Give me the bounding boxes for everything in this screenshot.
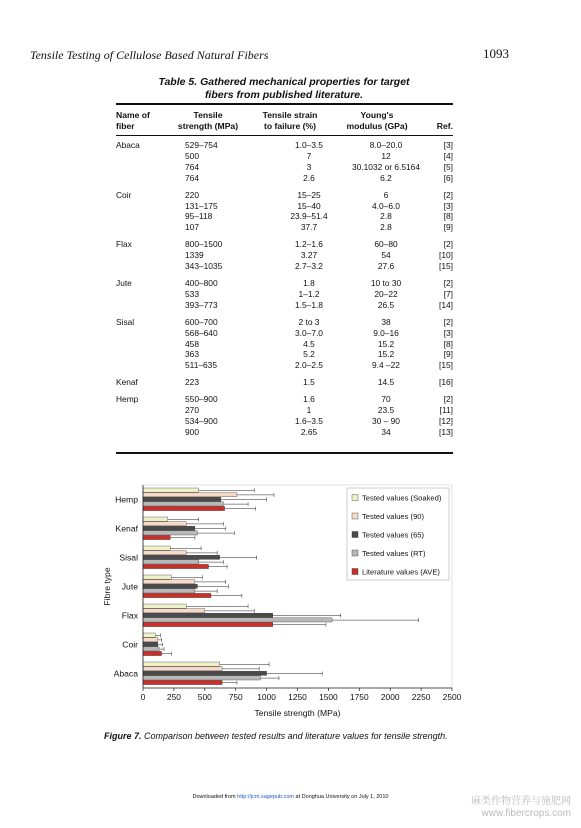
y-tick-label: Kenaf <box>115 523 138 534</box>
bar <box>143 488 199 492</box>
legend-label: Tested values (RT) <box>362 549 426 558</box>
watermark-line1: 麻类作物营养与施肥网 <box>471 796 571 807</box>
ref-cell: [12] <box>439 415 453 426</box>
legend-swatch <box>352 569 358 575</box>
strain-cell: 1.0–3.5 <box>295 140 323 150</box>
modulus-cell: 30.1032 or 6.5164 <box>352 161 420 172</box>
ref-cell: [16] <box>439 377 453 388</box>
strength-cell: 1339 <box>185 250 204 261</box>
figure-caption-label: Figure 7. <box>104 731 142 741</box>
legend-label: Tested values (Soaked) <box>362 493 442 503</box>
ref-cell: [6] <box>443 172 453 183</box>
strain-cell: 1.6 <box>303 394 315 405</box>
strength-cell: 900 <box>185 426 199 437</box>
bar <box>143 676 260 680</box>
strength-cell: 343–1035 <box>185 261 223 272</box>
strength-cell: 500 <box>185 150 199 161</box>
figure-caption <box>104 731 448 741</box>
ref-cell: [15] <box>439 360 453 371</box>
bar <box>143 526 195 530</box>
bar <box>143 593 211 597</box>
bar <box>143 575 171 579</box>
bar <box>143 555 220 559</box>
ref-cell: [2] <box>443 189 453 200</box>
bar <box>143 622 273 626</box>
footer-suffix: at Donghua University on July 1, 2010 <box>294 794 389 800</box>
bar <box>143 613 273 617</box>
fiber-name-cell: Kenaf <box>116 377 138 388</box>
strength-cell: 550–900 <box>185 394 218 405</box>
bar <box>143 618 332 622</box>
bar <box>143 638 158 642</box>
strength-cell: 568–640 <box>185 327 218 338</box>
ref-cell: [2] <box>443 277 453 288</box>
strain-cell: 2 to 3 <box>298 316 320 327</box>
table-caption-line2: fibers from published literature. <box>204 89 364 101</box>
modulus-cell: 27.6 <box>377 261 395 272</box>
strength-cell: 534–900 <box>185 415 218 426</box>
y-tick-label: Jute <box>121 581 138 592</box>
bar <box>143 580 195 584</box>
ref-cell: [9] <box>443 349 453 360</box>
col-header-modulus-l2: modulus (GPa) <box>346 121 408 131</box>
ref-cell: [3] <box>443 327 453 338</box>
x-tick-label: 500 <box>197 692 212 702</box>
bar <box>143 667 222 671</box>
bar <box>143 642 158 646</box>
strength-cell: 400–800 <box>185 277 218 288</box>
bar <box>143 584 197 588</box>
y-tick-label: Flax <box>121 610 138 621</box>
modulus-cell: 12 <box>381 150 391 161</box>
strain-cell: 1.6–3.5 <box>295 415 323 426</box>
strength-cell: 95–118 <box>185 211 213 222</box>
legend-swatch <box>352 550 358 556</box>
legend-label: Tested values (90) <box>362 512 425 521</box>
strength-cell: 458 <box>185 338 199 349</box>
page-number: 1093 <box>483 46 509 61</box>
bar <box>143 551 186 555</box>
y-axis-label: Fibre type <box>102 567 112 606</box>
ref-cell: [3] <box>443 140 453 150</box>
bar <box>143 609 205 613</box>
bar <box>143 522 186 526</box>
strength-cell: 600–700 <box>185 316 218 327</box>
modulus-cell: 70 <box>381 394 391 405</box>
ref-cell: [14] <box>439 299 453 310</box>
bar <box>143 651 162 655</box>
ref-cell: [3] <box>443 200 453 211</box>
col-header-ref: Ref. <box>436 121 453 131</box>
modulus-cell: 60–80 <box>374 239 398 250</box>
modulus-cell: 8.0–20.0 <box>369 140 403 150</box>
strength-cell: 511–635 <box>185 360 217 371</box>
strain-cell: 1.2–1.6 <box>295 239 323 250</box>
ref-cell: [2] <box>443 239 453 250</box>
modulus-cell: 6 <box>383 189 389 200</box>
modulus-cell: 23.5 <box>377 405 395 416</box>
footer-link[interactable]: http://jcm.sagepub.com <box>237 794 295 800</box>
strain-cell: 5.2 <box>303 349 315 360</box>
bar <box>143 497 221 501</box>
strength-cell: 764 <box>185 172 199 183</box>
ref-cell: [2] <box>443 316 453 327</box>
strain-cell: 7 <box>306 150 312 161</box>
strength-cell: 764 <box>185 161 199 172</box>
strength-cell: 131–175 <box>185 200 218 211</box>
col-header-strength-l2: strength (MPa) <box>177 121 239 131</box>
x-tick-label: 750 <box>228 692 243 702</box>
strain-cell: 1–1.2 <box>298 288 320 299</box>
ref-cell: [2] <box>443 394 453 405</box>
fiber-name-cell: Abaca <box>116 140 140 150</box>
bar <box>143 633 155 637</box>
x-tick-label: 2250 <box>411 692 431 702</box>
strength-cell: 393–773 <box>185 299 218 310</box>
bar <box>143 564 209 568</box>
strain-cell: 23.9–51.4 <box>290 211 328 222</box>
bar <box>143 680 222 684</box>
legend-swatch <box>352 532 358 538</box>
col-header-fiber-l1: Name of <box>116 110 150 120</box>
modulus-cell: 54 <box>381 250 391 261</box>
strain-cell: 1 <box>306 405 312 416</box>
strain-cell: 2.65 <box>300 426 318 437</box>
x-axis-label: Tensile strength (MPa) <box>254 708 341 718</box>
modulus-cell: 26.5 <box>377 299 395 310</box>
modulus-cell: 9.4 –22 <box>372 360 400 371</box>
col-header-fiber-l2: fiber <box>116 121 135 131</box>
x-tick-label: 2500 <box>442 692 462 702</box>
modulus-cell: 6.2 <box>380 172 392 183</box>
strain-cell: 1.8 <box>303 277 315 288</box>
strain-cell: 37.7 <box>300 222 318 233</box>
modulus-cell: 15.2 <box>377 338 395 349</box>
running-title: Tensile Testing of Cellulose Based Natural Fibers <box>30 48 269 62</box>
modulus-cell: 2.8 <box>380 211 392 222</box>
x-tick-label: 250 <box>166 692 181 702</box>
modulus-cell: 34 <box>381 426 391 437</box>
modulus-cell: 30 – 90 <box>372 415 400 426</box>
modulus-cell: 38 <box>381 316 391 327</box>
ref-cell: [13] <box>439 426 453 437</box>
legend-label: Tested values (65) <box>362 530 425 540</box>
modulus-cell: 4.0–6.0 <box>372 200 400 211</box>
bar <box>143 589 195 593</box>
strength-cell: 529–754 <box>185 140 218 150</box>
x-tick-label: 1750 <box>349 692 369 702</box>
bar <box>143 502 223 506</box>
strain-cell: 3.27 <box>300 250 318 261</box>
y-tick-label: Sisal <box>119 552 138 563</box>
bar <box>143 647 159 651</box>
figure-caption-text: Comparison between tested results and literature values for tensile strength. <box>141 731 448 741</box>
strain-cell: 15–25 <box>297 189 321 200</box>
ref-cell: [4] <box>443 150 453 161</box>
bar <box>143 531 197 535</box>
strain-cell: 2.6 <box>303 172 315 183</box>
x-tick-label: 2000 <box>380 692 400 702</box>
legend-swatch <box>352 513 358 519</box>
col-header-strain-l2: to failure (%) <box>263 121 317 131</box>
strength-cell: 223 <box>185 377 199 388</box>
bar <box>143 671 267 675</box>
bar <box>143 604 186 608</box>
fiber-name-cell: Jute <box>116 277 132 288</box>
ref-cell: [8] <box>443 338 453 349</box>
col-header-modulus-l1: Young's <box>360 110 394 120</box>
bar <box>143 535 170 539</box>
y-tick-label: Abaca <box>113 668 138 679</box>
strain-cell: 1.5–1.8 <box>295 299 323 310</box>
x-tick-label: 1000 <box>257 692 276 702</box>
bar <box>143 493 237 497</box>
ref-cell: [15] <box>439 261 453 272</box>
strain-cell: 4.5 <box>303 338 315 349</box>
fiber-name-cell: Sisal <box>116 316 135 327</box>
ref-cell: [9] <box>443 222 453 233</box>
bar <box>143 560 199 564</box>
y-tick-label: Hemp <box>115 494 138 505</box>
strain-cell: 2.0–2.5 <box>295 360 323 371</box>
x-tick-label: 1500 <box>319 692 338 702</box>
modulus-cell: 2.8 <box>380 222 392 233</box>
strength-cell: 533 <box>185 288 199 299</box>
strain-cell: 15–40 <box>297 200 321 211</box>
ref-cell: [5] <box>443 161 453 172</box>
y-tick-label: Coir <box>122 639 138 650</box>
modulus-cell: 9.0–16 <box>373 327 399 338</box>
watermark <box>471 796 571 820</box>
table-caption-line1: Table 5. Gathered mechanical properties for target <box>158 76 410 88</box>
col-header-strain-l1: Tensile strain <box>262 110 318 120</box>
ref-cell: [8] <box>443 211 453 222</box>
fiber-name-cell: Flax <box>116 239 132 250</box>
legend-swatch <box>352 495 358 501</box>
modulus-cell: 10 to 30 <box>370 277 402 288</box>
modulus-cell: 20–22 <box>374 288 398 299</box>
legend-label: Literature values (AVE) <box>362 567 440 577</box>
footer-prefix: Downloaded from <box>192 794 238 800</box>
strain-cell: 2.7–3.2 <box>295 261 323 272</box>
strength-cell: 220 <box>185 189 199 200</box>
strength-cell: 800–1500 <box>185 239 223 250</box>
strength-cell: 363 <box>185 349 199 360</box>
modulus-cell: 15.2 <box>377 349 395 360</box>
strain-cell: 3.0–7.0 <box>295 327 323 338</box>
strength-cell: 270 <box>185 405 199 416</box>
col-header-strength-l1: Tensile <box>193 110 223 120</box>
strain-cell: 1.5 <box>303 377 315 388</box>
ref-cell: [10] <box>439 250 453 261</box>
ref-cell: [11] <box>439 405 453 416</box>
bar <box>143 517 168 521</box>
strain-cell: 3 <box>306 161 312 172</box>
watermark-line2: www.fibercrops.com <box>481 808 571 819</box>
fiber-name-cell: Coir <box>116 189 132 200</box>
fiber-name-cell: Hemp <box>116 394 139 405</box>
x-tick-label: 1250 <box>288 692 307 702</box>
x-tick-label: 0 <box>140 692 146 702</box>
modulus-cell: 14.5 <box>377 377 395 388</box>
strength-cell: 107 <box>185 222 199 233</box>
bar <box>143 546 170 550</box>
bar <box>143 506 225 510</box>
bar <box>143 662 220 666</box>
ref-cell: [7] <box>443 288 453 299</box>
